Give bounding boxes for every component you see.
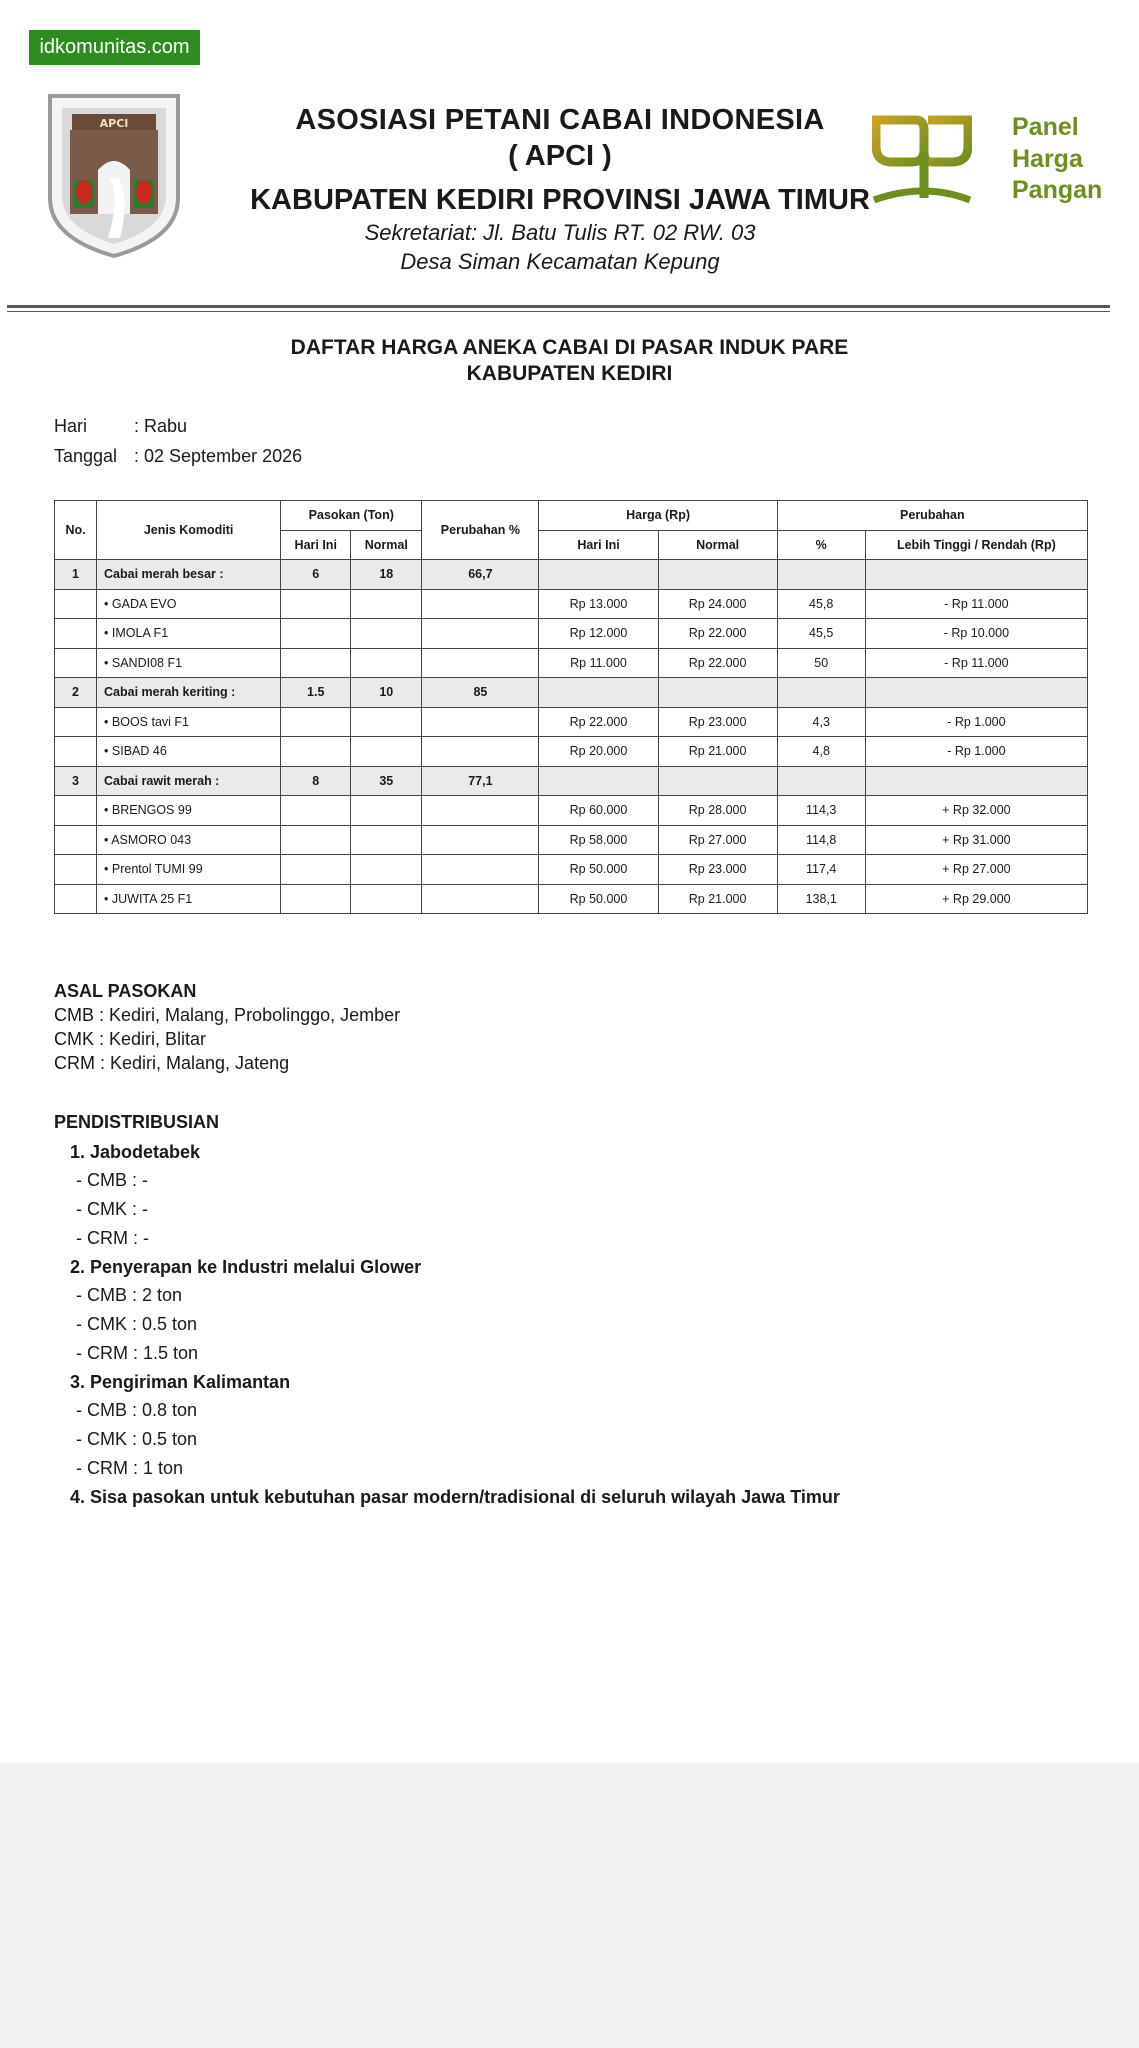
price-change-pct-cell: 117,4 bbox=[777, 855, 865, 885]
meta-date bbox=[54, 446, 302, 467]
price-today-cell: Rp 12.000 bbox=[539, 619, 658, 649]
date-label: Tanggal bbox=[54, 446, 118, 466]
price-today-cell: Rp 13.000 bbox=[539, 589, 658, 619]
supply-normal-cell bbox=[351, 589, 422, 619]
table-row bbox=[55, 619, 1088, 649]
supply-normal-cell bbox=[351, 796, 422, 826]
commodity-name-cell: Cabai rawit merah : bbox=[97, 766, 281, 796]
org-region: KABUPATEN KEDIRI PROVINSI JAWA TIMUR bbox=[250, 184, 870, 216]
price-change-pct-cell: 4,8 bbox=[777, 737, 865, 767]
price-normal-cell: Rp 21.000 bbox=[658, 737, 777, 767]
price-today-cell: Rp 22.000 bbox=[539, 707, 658, 737]
price-change-pct-cell: 4,3 bbox=[777, 707, 865, 737]
table-row bbox=[55, 825, 1088, 855]
asal-line-cmb: CMB : Kediri, Malang, Probolinggo, Jember bbox=[54, 1005, 401, 1025]
header-divider-thin bbox=[7, 311, 1110, 312]
supply-change-pct-cell bbox=[422, 707, 539, 737]
price-normal-cell bbox=[658, 678, 777, 708]
table-row bbox=[55, 855, 1088, 885]
price-diff-cell bbox=[865, 766, 1087, 796]
supply-today-cell bbox=[281, 707, 351, 737]
row-no-cell bbox=[55, 648, 97, 678]
row-no-cell bbox=[55, 589, 97, 619]
price-today-cell bbox=[539, 678, 658, 708]
price-normal-cell: Rp 22.000 bbox=[658, 648, 777, 678]
price-change-pct-cell: 45,5 bbox=[777, 619, 865, 649]
supply-normal-cell bbox=[351, 737, 422, 767]
distribusi-sub-item: - CMB : - bbox=[76, 1170, 148, 1190]
day-value: : Rabu bbox=[134, 416, 188, 436]
price-today-cell: Rp 50.000 bbox=[539, 884, 658, 914]
price-today-cell bbox=[539, 560, 658, 590]
supply-change-pct-cell bbox=[422, 825, 539, 855]
commodity-name-cell: • SIBAD 46 bbox=[97, 737, 281, 767]
supply-change-pct-cell bbox=[422, 796, 539, 826]
supply-today-cell: 8 bbox=[281, 766, 351, 796]
distribusi-sub-item: - CMK : 0.5 ton bbox=[76, 1314, 198, 1334]
org-name: ASOSIASI PETANI CABAI INDONESIA bbox=[295, 104, 825, 136]
table-group-row bbox=[55, 560, 1088, 590]
price-diff-cell bbox=[865, 678, 1087, 708]
price-today-cell: Rp 20.000 bbox=[539, 737, 658, 767]
price-today-cell: Rp 50.000 bbox=[539, 855, 658, 885]
price-today-cell: Rp 58.000 bbox=[539, 825, 658, 855]
price-change-pct-cell: 138,1 bbox=[777, 884, 865, 914]
price-diff-cell: + Rp 32.000 bbox=[865, 796, 1087, 826]
document-subtitle: KABUPATEN KEDIRI bbox=[466, 362, 673, 385]
price-table-body bbox=[55, 560, 1088, 914]
row-no-cell: 2 bbox=[55, 678, 97, 708]
watermark-badge[interactable]: idkomunitas.com bbox=[29, 30, 200, 65]
table-group-row bbox=[55, 678, 1088, 708]
distribusi-item: 3. Pengiriman Kalimantan bbox=[70, 1372, 291, 1392]
supply-today-cell bbox=[281, 648, 351, 678]
price-change-pct-cell bbox=[777, 560, 865, 590]
commodity-name-cell: • BOOS tavi F1 bbox=[97, 707, 281, 737]
price-table bbox=[54, 500, 1088, 914]
supply-normal-cell bbox=[351, 648, 422, 678]
th-supply: Pasokan (Ton) bbox=[281, 501, 422, 531]
distribusi-sub-item: - CRM : 1 ton bbox=[76, 1458, 184, 1478]
meta-day bbox=[54, 416, 187, 437]
distribusi-heading: PENDISTRIBUSIAN bbox=[54, 1112, 220, 1132]
row-no-cell: 3 bbox=[55, 766, 97, 796]
table-row bbox=[55, 884, 1088, 914]
price-diff-cell: - Rp 11.000 bbox=[865, 589, 1087, 619]
th-price: Harga (Rp) bbox=[539, 501, 777, 531]
supply-change-pct-cell bbox=[422, 589, 539, 619]
price-change-pct-cell: 114,3 bbox=[777, 796, 865, 826]
price-normal-cell: Rp 22.000 bbox=[658, 619, 777, 649]
th-supply-normal: Normal bbox=[351, 530, 422, 560]
commodity-name-cell: • IMOLA F1 bbox=[97, 619, 281, 649]
table-row bbox=[55, 707, 1088, 737]
distribusi-sub-item: - CMK : - bbox=[76, 1199, 148, 1219]
row-no-cell bbox=[55, 619, 97, 649]
price-normal-cell: Rp 28.000 bbox=[658, 796, 777, 826]
supply-change-pct-cell: 77,1 bbox=[422, 766, 539, 796]
panel-harga-pangan-logo bbox=[872, 112, 972, 212]
th-change: Perubahan bbox=[777, 501, 1087, 531]
price-change-pct-cell: 50 bbox=[777, 648, 865, 678]
row-no-cell bbox=[55, 737, 97, 767]
th-price-normal: Normal bbox=[658, 530, 777, 560]
partner-text-line1: Panel bbox=[1012, 113, 1079, 141]
th-supply-today: Hari Ini bbox=[281, 530, 351, 560]
table-row bbox=[55, 648, 1088, 678]
supply-change-pct-cell bbox=[422, 855, 539, 885]
price-change-pct-cell bbox=[777, 766, 865, 796]
table-group-row bbox=[55, 766, 1088, 796]
supply-change-pct-cell: 66,7 bbox=[422, 560, 539, 590]
price-normal-cell bbox=[658, 560, 777, 590]
price-normal-cell: Rp 24.000 bbox=[658, 589, 777, 619]
supply-normal-cell: 35 bbox=[351, 766, 422, 796]
price-diff-cell: + Rp 29.000 bbox=[865, 884, 1087, 914]
price-normal-cell: Rp 21.000 bbox=[658, 884, 777, 914]
commodity-name-cell: • BRENGOS 99 bbox=[97, 796, 281, 826]
commodity-name-cell: • JUWITA 25 F1 bbox=[97, 884, 281, 914]
distribusi-sub-item: - CMB : 2 ton bbox=[76, 1285, 183, 1305]
distribusi-sub-item: - CRM : - bbox=[76, 1228, 149, 1248]
price-diff-cell: - Rp 1.000 bbox=[865, 707, 1087, 737]
distribusi-section bbox=[54, 1110, 840, 1511]
price-diff-cell: + Rp 31.000 bbox=[865, 825, 1087, 855]
th-no: No. bbox=[55, 501, 97, 560]
document-title: DAFTAR HARGA ANEKA CABAI DI PASAR INDUK PARE bbox=[290, 336, 849, 359]
th-change-diff: Lebih Tinggi / Rendah (Rp) bbox=[865, 530, 1087, 560]
asal-line-cmk: CMK : Kediri, Blitar bbox=[54, 1029, 207, 1049]
row-no-cell bbox=[55, 855, 97, 885]
commodity-name-cell: • GADA EVO bbox=[97, 589, 281, 619]
distribusi-sub-item: - CMB : 0.8 ton bbox=[76, 1400, 198, 1420]
price-diff-cell: + Rp 27.000 bbox=[865, 855, 1087, 885]
date-value: : 02 September 2026 bbox=[134, 446, 303, 466]
supply-normal-cell: 10 bbox=[351, 678, 422, 708]
partner-text-line2: Harga bbox=[1012, 145, 1083, 173]
org-address-line2: Desa Siman Kecamatan Kepung bbox=[400, 249, 720, 274]
commodity-name-cell: • Prentol TUMI 99 bbox=[97, 855, 281, 885]
apci-logo bbox=[40, 88, 188, 260]
supply-today-cell bbox=[281, 737, 351, 767]
price-diff-cell: - Rp 10.000 bbox=[865, 619, 1087, 649]
commodity-name-cell: Cabai merah keriting : bbox=[97, 678, 281, 708]
price-today-cell: Rp 60.000 bbox=[539, 796, 658, 826]
supply-change-pct-cell bbox=[422, 619, 539, 649]
th-commodity: Jenis Komoditi bbox=[97, 501, 281, 560]
price-normal-cell bbox=[658, 766, 777, 796]
supply-normal-cell bbox=[351, 707, 422, 737]
supply-normal-cell bbox=[351, 825, 422, 855]
commodity-name-cell: Cabai merah besar : bbox=[97, 560, 281, 590]
supply-today-cell: 6 bbox=[281, 560, 351, 590]
supply-normal-cell bbox=[351, 855, 422, 885]
row-no-cell bbox=[55, 884, 97, 914]
supply-normal-cell: 18 bbox=[351, 560, 422, 590]
supply-today-cell bbox=[281, 796, 351, 826]
supply-today-cell bbox=[281, 825, 351, 855]
supply-change-pct-cell bbox=[422, 884, 539, 914]
distribusi-item: 4. Sisa pasokan untuk kebutuhan pasar modern/tradisional di seluruh wilayah Jawa Timur bbox=[70, 1487, 840, 1507]
price-diff-cell: - Rp 11.000 bbox=[865, 648, 1087, 678]
supply-normal-cell bbox=[351, 619, 422, 649]
row-no-cell bbox=[55, 796, 97, 826]
header-divider bbox=[7, 305, 1110, 308]
commodity-name-cell: • ASMORO 043 bbox=[97, 825, 281, 855]
supply-today-cell bbox=[281, 589, 351, 619]
supply-today-cell bbox=[281, 884, 351, 914]
distribusi-item: 2. Penyerapan ke Industri melalui Glower bbox=[70, 1257, 422, 1277]
price-diff-cell bbox=[865, 560, 1087, 590]
price-change-pct-cell bbox=[777, 678, 865, 708]
row-no-cell bbox=[55, 707, 97, 737]
asal-heading: ASAL PASOKAN bbox=[54, 981, 197, 1001]
commodity-name-cell: • SANDI08 F1 bbox=[97, 648, 281, 678]
day-label: Hari bbox=[54, 416, 88, 436]
distribusi-item: 1. Jabodetabek bbox=[70, 1142, 201, 1162]
supply-today-cell bbox=[281, 619, 351, 649]
partner-text-line3: Pangan bbox=[1012, 176, 1103, 204]
org-address-line1: Sekretariat: Jl. Batu Tulis RT. 02 RW. 03 bbox=[364, 220, 756, 245]
supply-today-cell bbox=[281, 855, 351, 885]
price-normal-cell: Rp 23.000 bbox=[658, 707, 777, 737]
row-no-cell: 1 bbox=[55, 560, 97, 590]
price-normal-cell: Rp 27.000 bbox=[658, 825, 777, 855]
price-normal-cell: Rp 23.000 bbox=[658, 855, 777, 885]
supply-change-pct-cell bbox=[422, 648, 539, 678]
price-diff-cell: - Rp 1.000 bbox=[865, 737, 1087, 767]
supply-change-pct-cell: 85 bbox=[422, 678, 539, 708]
asal-pasokan-section bbox=[54, 979, 400, 1075]
distribusi-list bbox=[54, 1138, 840, 1511]
table-row bbox=[55, 737, 1088, 767]
supply-change-pct-cell bbox=[422, 737, 539, 767]
price-change-pct-cell: 45,8 bbox=[777, 589, 865, 619]
footer-band bbox=[0, 1763, 1139, 2048]
th-change-pct2: % bbox=[777, 530, 865, 560]
row-no-cell bbox=[55, 825, 97, 855]
table-row bbox=[55, 796, 1088, 826]
th-price-today: Hari Ini bbox=[539, 530, 658, 560]
asal-line-crm: CRM : Kediri, Malang, Jateng bbox=[54, 1053, 290, 1073]
price-change-pct-cell: 114,8 bbox=[777, 825, 865, 855]
distribusi-sub-item: - CRM : 1.5 ton bbox=[76, 1343, 199, 1363]
table-row bbox=[55, 589, 1088, 619]
th-change-pct: Perubahan % bbox=[422, 501, 539, 560]
price-today-cell bbox=[539, 766, 658, 796]
org-abbr: ( APCI ) bbox=[508, 140, 612, 172]
supply-today-cell: 1.5 bbox=[281, 678, 351, 708]
price-today-cell: Rp 11.000 bbox=[539, 648, 658, 678]
distribusi-sub-item: - CMK : 0.5 ton bbox=[76, 1429, 198, 1449]
apci-logo-text: APCI bbox=[99, 117, 129, 130]
supply-normal-cell bbox=[351, 884, 422, 914]
